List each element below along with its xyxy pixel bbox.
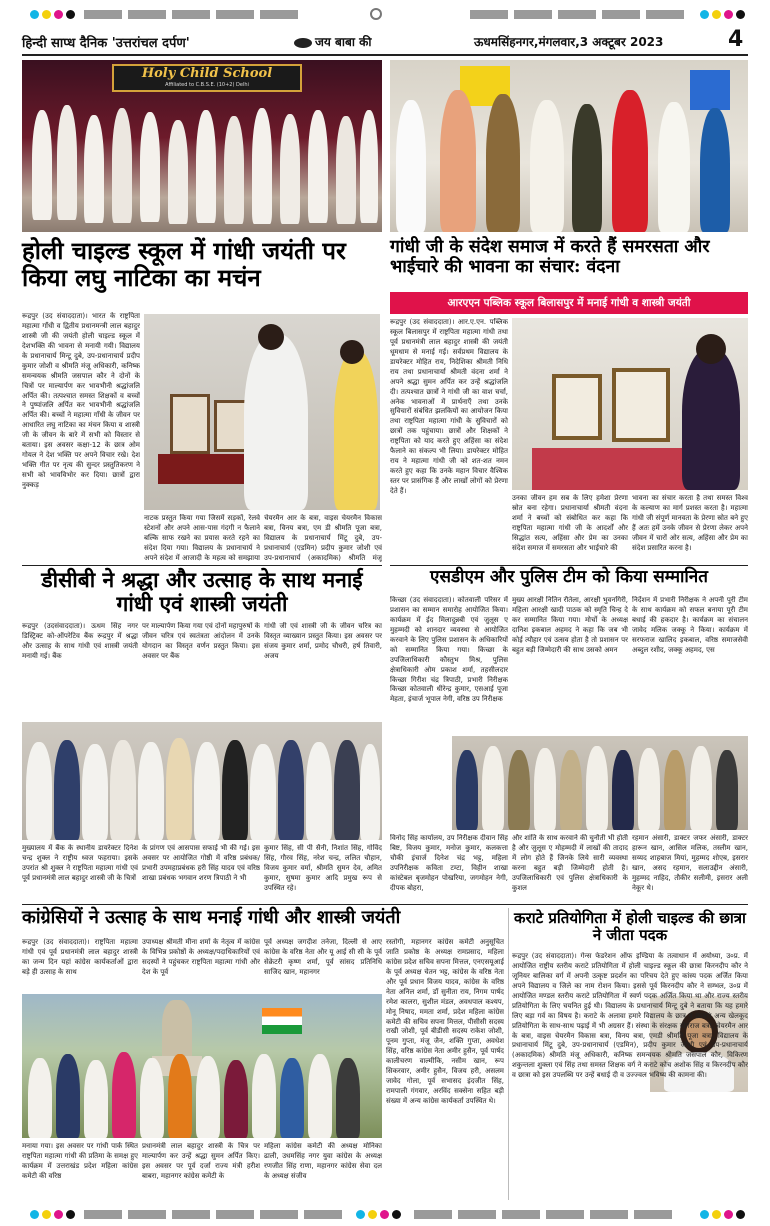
article2-col1: रूद्रपुर (उद संवाददाता)। आर.ए.एन. पब्लिक स्कूल बिलासपुर में राष्ट्रपिता महात्मा गांधी तथा पूर्व प्रधानमंत्री लाल बहादुर शास्त्री की जयंती धूमधाम से मनाई गई। सर्वप्रथम विद्यालय के डायरेक्टर मोहित राय, निदेशिका श्रीमती निधि राय तथा प्रधानाचार्या श्रीमती वंदना शर्मा ने अपने श्रद्धा सुमन अर्पित कर उन्हें श्रद्धांजलि दी। तत्पश्चात छात्रों ने गांधी जी का वाश चर्चा, अनेक भावनाओं में प्रार्थनाएँ तथा उनके सुविचारों संबंधित झलकियों का आयोजन किया तथा राष्ट्रपिता महात्मा गांधी के सुविचारों को छात्रों तक पहुंचाया। छात्रों और शिक्षकों ने राष्ट्रपिता को याद करते हुए अहिंसा का संदेश फैलाने का संकल्प भी लिया। डायरेक्टर मोहित राय ने महात्मा गांधी जी को शत-शत नमन करते हुए कहा कि उनके महान विचार वैश्विक स्तर पर प्रासंगिक हैं और लाखों लोगों को प्रेरणा देते हैं। bbox=[390, 318, 508, 495]
photo-dcb-group bbox=[22, 722, 382, 840]
article3-foot1: मुख्यालय में बैंक के स्थानीय डायरेक्टर दिनेश चन्द्र शुक्ल ने राष्ट्रीय ध्वज फहराया। इसके उपरांत श्री शुक्ल ने राष्ट्रपिता महात्मा गांधी एवं पूर्व प्रधानमंत्री लाल बहादुर शास्त्री जी के चित्रों bbox=[22, 844, 138, 882]
color-dot bbox=[66, 1210, 75, 1219]
color-dot bbox=[54, 1210, 63, 1219]
article5-foot2: प्रधानमंत्री लाल बहादुर शास्त्री के चित्र पर माल्यार्पण कर उन्हें श्रद्धा सुमन अर्पित किए। इस अवसर पर पूर्व दर्जा राज्य मंत्री हरीश बाबरा, महानगर कांग्रेस कमेटी के bbox=[142, 1142, 260, 1180]
color-dot bbox=[42, 1210, 51, 1219]
article5-col1: रूद्रपुर (उद संवाददाता)। राष्ट्रपिता महात्मा गांधी एवं पूर्व प्रधानमंत्री लाल बहादुर शास्त्री का जन्म दिन यहां कांग्रेस कार्यकर्ताओं द्वारा बड़े ही उत्साह के साथ bbox=[22, 938, 138, 976]
article2-subhead: आरएएन पब्लिक स्कूल बिलासपुर में मनाई गांधी व शास्त्री जयंती bbox=[390, 292, 748, 314]
article4-col3: निर्देशन में प्रभारी निरीक्षक ने अपनी पूरी टीम के साथ कार्यक्रम को सफल बनाया पूरी टीम बधाई की हकदार है। कार्यक्रम का संचालन जावेद मलिक जक्कू ने किया। कार्यक्रम में सरफराज खालिद इकबाल, वरिष्ठ समाजसेवी अब्दुल रशीद, जक्कू अहमद, एस bbox=[632, 596, 748, 654]
color-dot bbox=[724, 1210, 733, 1219]
article3-intro3: गांधी जी एवं शास्त्री जी के जीवन चरित्र का विस्तृत व्याख्यान प्रस्तुत किया। इस अवसर पर संजय कुमार शर्मा, प्रमोद चौधरी, हर्ष तिवारी, अजय bbox=[264, 622, 382, 660]
slogan: जय बाबा की bbox=[294, 33, 371, 50]
color-dot bbox=[724, 10, 733, 19]
color-dot bbox=[54, 10, 63, 19]
photo-ran-portraits bbox=[512, 318, 748, 490]
school-banner: Holy Child School Affiliated to C.B.S.E. (10+2) Delhi bbox=[112, 64, 302, 92]
article3-intro2: पर माल्यार्पण किया गया एवं दोनों महापुरुषों के जीवन चरित्र एवं स्वतंत्रता आंदोलन में उनके योगदान का विस्तृत वर्णन प्रस्तुत किया। इस अवसर पर बैंक bbox=[142, 622, 260, 660]
flag bbox=[262, 1008, 302, 1034]
article4-headline: एसडीएम और पुलिस टीम को किया सम्मानित bbox=[430, 567, 708, 587]
article4-foot1: विनोद सिंह कार्यालय, उप निरीक्षक दीवान सिंह बिष्ट, विजय कुमार, मनोज कुमार, कलकत्ता चौकी इंचार्ज दिनेश चंद्र भट्ट, महिला उपनिरीक्षक कविता टम्टा, विहीन शाखा कांस्टेबल बृजमोहन पोखरिया, जगमोहन नेगी, दीपक बोहरा, bbox=[390, 834, 508, 892]
article1-headline: होली चाइल्ड स्कूल में गांधी जयंती पर किया लघु नाटिका का मचंन bbox=[22, 236, 346, 292]
article5-headline: कांग्रेसियों ने उत्साह के साथ मनाई गांधी और शास्त्री जयंती bbox=[22, 907, 401, 928]
article4-foot3: रहमान अंसारी, डाक्टर जफर अंसारी, डाक्टर हारून खान, आसिल मलिक, तस्लीम खान, सय्यद शाहबाज मियां, मुहम्मद शोएब, इसरार खान, असद रहमान, सलाउद्दीन अंसारी, मुहम्मद नाहिद, तौकीर सलीमी, इसरार अली नेकूर थे। bbox=[632, 834, 748, 892]
color-dot bbox=[736, 1210, 745, 1219]
article4-col2: मुख्य आरक्षी नितिन रौतेला, आरक्षी भुवनगिरी, महिला आरक्षी खादी पाठक को स्मृति चिन्ह दे कर सम्मानित किया गया। मोर्चो के अध्यक्ष दानिश इकबाल अहमद ने कहा कि जब भी कोई त्यौहार एवं उत्सव होता है तो प्रशासन पर बहुत बड़ी जिम्मेदारी की साथ उसको अमन bbox=[512, 596, 628, 654]
article5-col4: रस्तोगी, महानगर कांग्रेस कमेटी अनुसूचित जाति प्रकोष्ठ के अध्यक्ष रामप्रसाद, महिला कांग्रेस प्रदेश सचिव सपना मित्तल, एनएसयूआई के पूर्व अध्यक्ष चेतन भट्ट, कांग्रेस के वरिष्ठ नेता और पूर्व प्रधान विजय यादव, कांग्रेस के वरिष्ठ नेता अनिल शर्मा, डॉ सुनीता राय, निगम पार्षद रमेश कालरा, सुशील मंडल, अवधपाल कश्यप, मोनू निषाद, ममता शर्मा, प्रदेश महिला कांग्रेस कमेटी की सचिव सपना मित्तल, पीसीसी सदस्य राखी जोशी, पूर्व बीडीसी सदस्य राकेश जोशी, पूनम गुप्ता, मंजू जैन, शक्ति गुप्ता, अवधेश सिंह, वरिष्ठ कांग्रेस नेता अमीर हुसैन, पूर्व पार्षद कालीचरण वाल्मीकि, नसीम खान, रूप सिकरवार, अमीर हुसैन, विजय हरी, असलम जावेद गोला, पूर्व सभासद इंदजीत सिंह, रामपाली गंगवार, अरविंद सक्सेना सहित बड़ी संख्या में अन्य कांग्रेस कार्यकर्ता उपस्थित थे। bbox=[386, 938, 504, 1105]
page-number: 4 bbox=[728, 27, 744, 52]
color-dot bbox=[66, 10, 75, 19]
article2-col3: भावना का संचार करता है तथा समस्त विश्व के कल्याण का मार्ग प्रशस्त करता है। महात्मा गांधी जी संपूर्ण मानवता के प्रेरणा स्रोत बने हुए हैं अतः हमें उनके जीवन से प्रेरणा लेकर अपने जीवन में चारों ओर सत्य, अहिंसा और प्रेम का संदेश प्रसारित करना है। bbox=[632, 494, 748, 552]
article6-body: रूद्रपुर (उद संवाददाता)। गेन्स फेडरेशन ऑफ इण्डिया के तत्वाधान में अयोध्या, उ०प्र. में आयोजित राष्ट्रीय स्तरीय कराटे प्रतियोगिता में होली चाइल्ड स्कूल की छात्रा किरनदीप कौर ने जूनियर बालिका वर्ग में अपनी उत्कृष्ट प्रदर्शन का परिचय देते हुए कांस्य पदक अर्जित किया अपने विद्यालय व जिले का नाम रोशन किया। इससे पूर्व किरनदीप कौर ने सम्भल, उ०प्र में आयोजित मण्डल स्तरीय कराटे प्रतियोगिता में स्वर्ण पदक अर्जित किया था और राज्य स्तरीय प्रतियोगिता के लिए चयनित हुई थी। विद्यालय के प्रधानाचार्य मिन्टू दुबे ने बताया कि यह हमारे लिए बड़ा गर्व का विषय है। कराटे के अलावा हमारे विद्यालय के छात्र व छात्राएं अन्य खेलकूद प्रतियोगिता के साथ-साथ पढ़ाई में भी अग्रसर हैं। संस्था के संरक्षक योगराज बत्रा, चेयरमैन आर के बत्रा, वाइस चेयरमैन विकास बत्रा, विनय बत्रा, एमडी श्रीमति पूजा बत्रा, विद्यालय के प्रधानाचार्य मिंटू दुबे, उप-प्रधानाचार्य (एडमिन), प्रदीप कुमार जोशी एवं उप-प्रधानाचार्य (अकादमिक) श्रीमति मंजू अधिकारी, कनिष्क समन्वयक श्रीमति जसपाल कौर, विकिरण शकुन्तला शुक्ला एवं सिंह तथा समस्त शिक्षक वर्ग ने कराटे कोच अशोक सिंह व किरनदीप कौर व छात्रा को इस उपलब्धि पर उन्हें बधाई दी व उज्ज्वल भविष्य की कामना की। bbox=[512, 952, 748, 1080]
article5-col3: पूर्व अध्यक्ष जगदीश तनेजा, दिल्ली से आए कांग्रेस के वरिष्ठ नेता और यू आई सी सी के पूर्व सेक्रेटरी कृष्ण शर्मा, पूर्व सांसद प्रतिनिधि साजिद खान, महानगर bbox=[264, 938, 382, 976]
article6-headline: कराटे प्रतियोगिता में होली चाइल्ड की छात्रा ने जीता पदक bbox=[514, 909, 746, 944]
color-dot bbox=[380, 1210, 389, 1219]
color-dot bbox=[392, 1210, 401, 1219]
color-dot bbox=[700, 10, 709, 19]
article3-intro1: रूद्रपुर (उदसंवाददाता)। ऊधम सिंह नगर डिस्ट्रिक्ट को-ऑपरेटिव बैंक रूद्रपुर में श्रद्धा और उत्साह के साथ गांधी एवं शास्त्री जयंती मनायी गई। बैंक bbox=[22, 622, 138, 660]
article3-foot3: कुमार सिंह, सी पी सैनी, निशांत सिंह, गोविंद सिंह, गौरव सिंह, नरेश चन्द्र, ललित चौहान, विजय कुमार वर्मा, श्रीमति सुमन देव, अमित कुमार, सुषमा कुमार आदि प्रमुख रूप से उपस्थित रहे। bbox=[264, 844, 382, 892]
photo-ran-school bbox=[390, 60, 748, 232]
photo-congress-gandhi-park bbox=[22, 994, 382, 1138]
article4-col1: किच्छा (उद संवाददाता)। कोतवाली परिसर में प्रशासन का सम्मान समारोह आयोजित किया। कार्यक्रम में ईद मिलादुन्नबी एवं जुलूस ए मुहम्मदी को शानदार व्यवस्था से आयोजित करवाने के लिए पुलिस प्रशासन के अधिकारियों को सम्मानित किया गया। किच्छा के उपजिलाधिकारी कौस्तुभ मिश्र, पुलिस क्षेत्राधिकारी ओम प्रकाश शर्मा, तहसीलदार किच्छा गिरीश चंद्र त्रिपाठी, प्रभारी निरीक्षक किच्छा कोतवाली धीरेन्द्र कुमार, एसआई पूजा मेहता, इंचार्ज भूपाल नेगी, वरिष्ठ उप निरीक्षक bbox=[390, 596, 508, 704]
paper-name: हिन्दी साप्ध दैनिक 'उत्तरांचल दर्पण' bbox=[22, 36, 190, 51]
photo-sdm-police bbox=[452, 736, 748, 830]
color-dot bbox=[30, 1210, 39, 1219]
color-dot bbox=[700, 1210, 709, 1219]
article1-col2: नाटक प्रस्तुत किया गया जिसमें सड़कों, रेलवे स्टेशनों और अपने आस-पास गंदगी न फैलाने बल्कि साफ रखने का प्रयास करते रहने का संदेश दिया गया। विद्यालय के प्रधानाचार्य ने अपने संदेश में आजादी के महत्व को समझाया bbox=[144, 514, 260, 562]
article3-headline: डीसीबी ने श्रद्धा और उत्साह के साथ मनाई गांधी एवं शास्त्री जयंती bbox=[41, 567, 363, 616]
article2-headline: गांधी जी के संदेश समाज में करते हैं समरसता और भाईचारे की भावना का संचार: वंदना bbox=[390, 237, 710, 277]
article1-col3: चेयरमैन आर के बत्रा, वाइस चेयरमैन विकास बत्रा, विनय बत्रा, एम डी श्रीमति पूजा बत्रा, विद्यालय के प्रधानाचार्य मिंटू दुबे, उप-प्रधानाचार्य (एडमिन) प्रदीप कुमार जोशी एवं उप-प्रधानाचार्य (अकादमिक) श्रीमति मंजू bbox=[264, 514, 382, 562]
bottom-decor bbox=[0, 1202, 770, 1226]
color-dot bbox=[712, 10, 721, 19]
article3-foot2: के प्रांगण एवं आसपास सफाई भी की गई। इस अवसर पर आयोजित गोष्ठी में वरिष्ठ प्रबंधक/प्रभारी उपमहाप्रबंधक हरी सिंह यादव एवं वरिष्ठ शाखा प्रबंधक भगवान शरण त्रिपाठी ने भी bbox=[142, 844, 260, 882]
dateline: ऊधमसिंहनगर,मंगलवार,3 अक्टूबर 2023 bbox=[474, 35, 664, 49]
article1-col1: रूद्रपुर (उद संवाददाता)। भारत के राष्ट्रपिता महात्मा गाँधी व द्वितीय प्रधानमन्त्री लाल बहादुर शास्त्री जी की जयंती होली चाइल्ड स्कूल में देशभक्ति की भावना से मनायी गयी। विद्यालय के प्रधानाचार्य मिन्टू दुबे, उप-प्रधानाचार्य प्रदीप कुमार जोशी व श्रीमति मंजू अधिकारी, कनिष्क समन्वयक श्रीमति जसपाल कौर ने दोनों के चित्रों पर माल्यार्पण कर भावभीनी श्रद्धांजलि अर्पित की। तत्पश्चात समस्त शिक्षकों व बच्चों ने पुष्पांजलि अर्पित कर भावभीनी श्रद्धांजलि अर्पित की। बच्चों ने महात्मा गाँधी के जीवन पर आधारित लघु नाटिका का मंचन किया व शास्त्री जी के जीवन के बारे में सभी को विस्तार से बताया। इस अवसर कक्षा-12 के छात्र ओम गोयल ने देश भक्ति पर अपने विचार रखे। देश भक्ति गीत पर नृत्य की सुन्दर प्रस्तुतिकरण ने सभी को भावविभोर कर दिया। छात्रों द्वारा नुक्कड़ bbox=[22, 312, 140, 489]
eye-logo-icon bbox=[294, 38, 312, 48]
color-dot bbox=[736, 10, 745, 19]
color-dot bbox=[712, 1210, 721, 1219]
color-dot bbox=[356, 1210, 365, 1219]
color-dot bbox=[30, 10, 39, 19]
masthead bbox=[22, 27, 748, 53]
article5-foot3: महिला कांग्रेस कमेटी की अध्यक्ष मोनिका ढाली, उधमसिंह नगर युवा कांग्रेस के अध्यक्ष रणजीत सिंह राणा, महानगर कांग्रेस सेवा दल के अध्यक्ष संजीव bbox=[264, 1142, 382, 1180]
top-decor bbox=[0, 0, 770, 30]
statue bbox=[162, 1000, 192, 1060]
article5-foot1: मनाया गया। इस अवसर पर गांधी पार्क स्थित राष्ट्रपिता महात्मा गांधी की प्रतिमा के समक्ष हुए कार्यक्रम में उत्तराखंड प्रदेश महिला कांग्रेस कमेटी की वरिष्ठ bbox=[22, 1142, 138, 1180]
color-dot bbox=[42, 10, 51, 19]
photo-gandhi-tribute bbox=[144, 314, 380, 510]
color-dot bbox=[368, 1210, 377, 1219]
article2-col2: उनका जीवन हम सब के लिए हमेशा प्रेरणा स्रोत बना रहेगा। प्रधानाचार्या श्रीमती वंदना शर्मा ने बच्चों को संबोधित कर कहा कि राष्ट्रपिता महात्मा गांधी जी के आदर्शों और सिद्धांत सत्य, अहिंसा और प्रेम का उनका संदेश समाज में समरसता और भाईचारे की bbox=[512, 494, 628, 552]
article5-col2: उपाध्यक्ष श्रीमती मीना शर्मा के नेतृत्व में कांग्रेस के विभिन्न प्रकोष्ठों के अध्यक्ष/पदाधिकारियों एवं सदस्यों ने पहुंचकर राष्ट्रपिता महात्मा गांधी और देश के पूर्व bbox=[142, 938, 260, 976]
article4-foot2: और शांति के साथ करवाने की चुनौती भी होती है और जुलूस ए मोहम्मदी में लाखों की तादाद में लोग होते हैं जिनके लिये सारी व्यवस्था करना बहुत बड़ी जिम्मेदारी होती है। उपजिलाधिकारी एवं पुलिस क्षेत्राधिकारी के कुशल bbox=[512, 834, 628, 892]
photo-school-stage bbox=[22, 60, 382, 232]
